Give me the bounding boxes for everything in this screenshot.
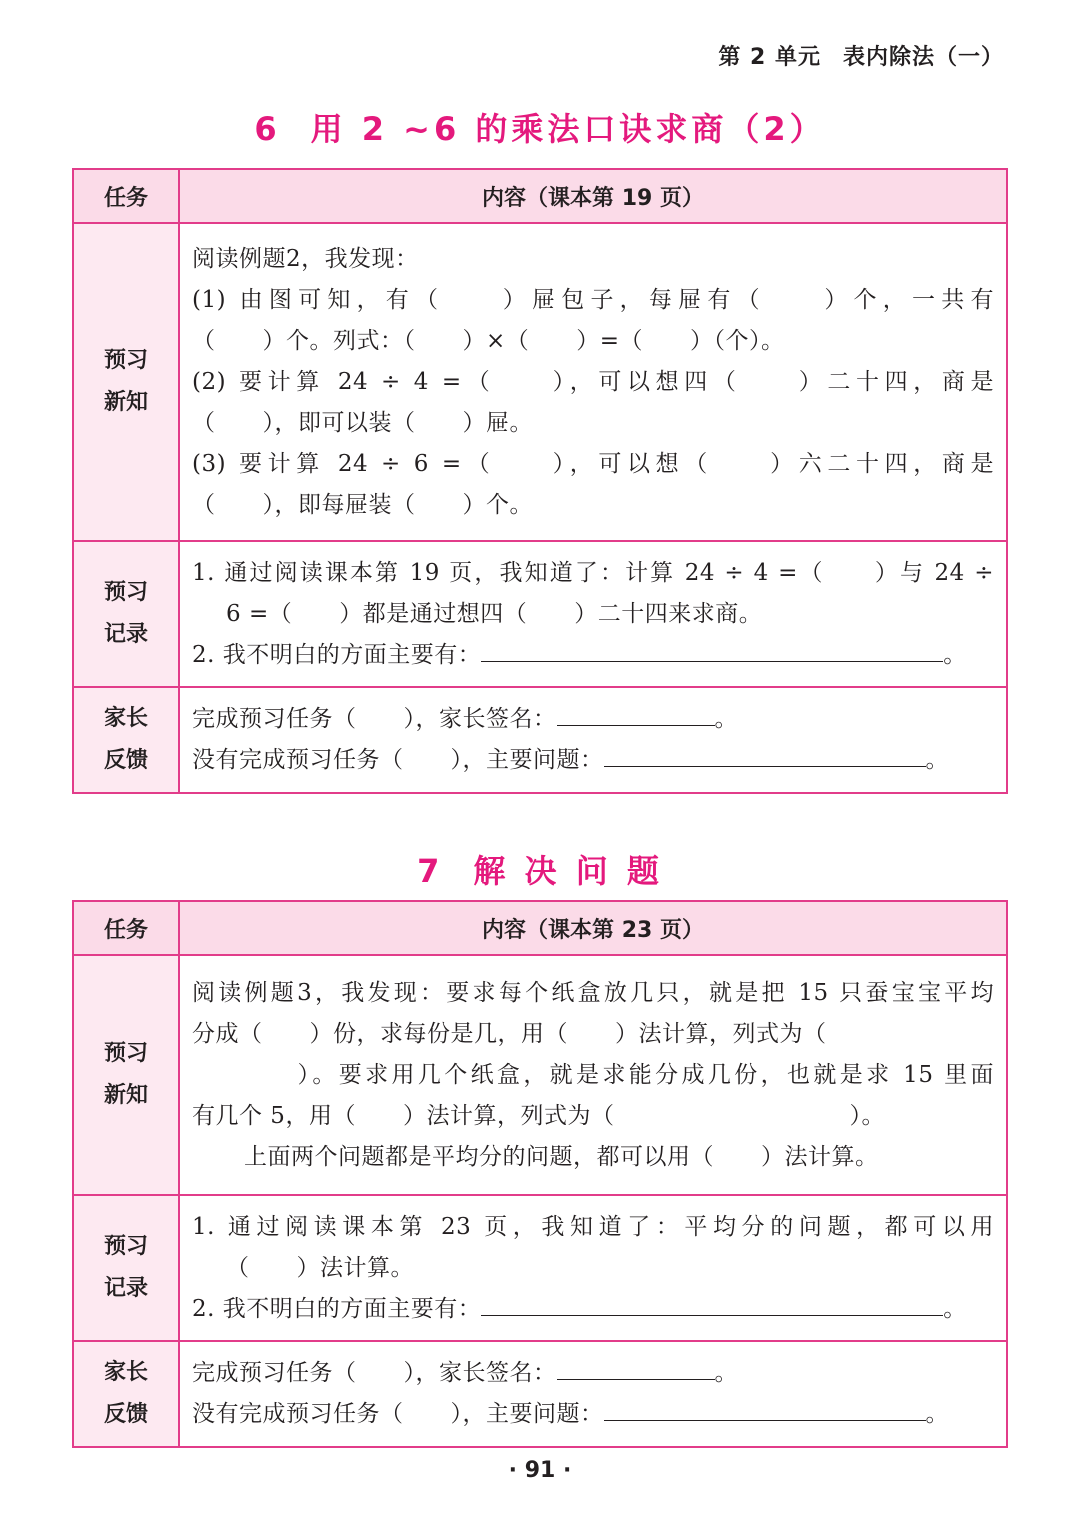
question-text: 2. 我不明白的方面主要有：	[192, 641, 482, 668]
col-task-header: 任务	[73, 169, 179, 223]
row-label-line: 反馈	[103, 1402, 148, 1427]
section-7-number: 7	[417, 852, 444, 890]
content-line: (3) 要计算 24 ÷ 6 =（ ），可以想（ ）六二十四，商是	[192, 450, 994, 477]
col-content-header: 内容（课本第 19 页）	[179, 169, 1007, 223]
question-text: 2. 我不明白的方面主要有：	[192, 1295, 482, 1322]
section-7-title-text: 解 决 问 题	[473, 852, 663, 890]
table-header-row	[73, 901, 1007, 955]
period: 。	[943, 1295, 967, 1322]
signature-blank[interactable]	[557, 1353, 715, 1380]
period: 。	[943, 641, 967, 668]
page-number: · 91 ·	[508, 1458, 572, 1483]
preview-new-knowledge-row	[73, 955, 1007, 1195]
content-line: （ ）法计算。	[226, 1254, 414, 1281]
content-line	[192, 699, 994, 740]
col-content-header: 内容（课本第 23 页）	[179, 901, 1007, 955]
row-content	[179, 687, 1007, 793]
signature-blank[interactable]	[557, 699, 715, 726]
row-label-line: 预习	[103, 1234, 148, 1259]
row-label-line: 反馈	[103, 748, 148, 773]
content-line	[192, 1353, 994, 1394]
problem-blank[interactable]	[604, 1394, 926, 1421]
col-task-header: 任务	[73, 901, 179, 955]
content-line: (2) 要计算 24 ÷ 4 =（ ），可以想四（ ）二十四，商是	[192, 368, 994, 395]
row-content	[179, 1195, 1007, 1341]
feedback-text: 完成预习任务（ ），家长签名：	[192, 706, 557, 732]
content-line: 阅读例题3，我发现：要求每个纸盒放几只，就是把 15 只蚕宝宝平均	[192, 979, 994, 1006]
row-label-line: 预习	[103, 1041, 148, 1066]
feedback-text: 没有完成预习任务（ ），主要问题：	[192, 747, 604, 773]
section-7-title	[0, 846, 1080, 892]
content-line	[192, 1394, 994, 1435]
chapter-label: 表内除法（一）	[842, 45, 1004, 70]
content-line: 上面两个问题都是平均分的问题，都可以用（ ）法计算。	[244, 1143, 879, 1170]
preview-new-knowledge-row	[73, 223, 1007, 541]
answer-blank[interactable]	[481, 635, 943, 662]
content-line: （ ），即可以装（ ）屉。	[192, 409, 533, 436]
period: 。	[714, 706, 738, 732]
content-line: 6 =（ ）都是通过想四（ ）二十四来求商。	[226, 600, 763, 627]
content-line	[192, 635, 994, 676]
unit-label: 第 2 单元	[718, 45, 821, 70]
row-label	[73, 955, 179, 1195]
period: 。	[925, 747, 949, 773]
content-line: （ ）个。列式：（ ）×（ ）=（ ）（个）。	[192, 327, 785, 354]
problem-blank[interactable]	[604, 740, 926, 767]
row-label	[73, 1341, 179, 1447]
table-header-row	[73, 169, 1007, 223]
row-content	[179, 223, 1007, 541]
row-label-line: 新知	[103, 1083, 148, 1108]
feedback-text: 完成预习任务（ ），家长签名：	[192, 1360, 557, 1386]
row-label-line: 家长	[103, 1360, 148, 1385]
parent-feedback-row	[73, 687, 1007, 793]
content-line: (1) 由图可知，有（ ）屉包子，每屉有（ ）个，一共有	[192, 286, 994, 313]
row-label-line: 记录	[103, 1276, 148, 1301]
row-content	[179, 541, 1007, 687]
row-label-line: 新知	[103, 390, 148, 415]
section-6-title-text: 用 2 ~6 的乘法口诀求商（2）	[310, 110, 826, 148]
section-7-table	[72, 900, 1008, 1448]
row-content	[179, 955, 1007, 1195]
parent-feedback-row	[73, 1341, 1007, 1447]
content-line: 有几个 5，用（ ）法计算，列式为（ ）。	[192, 1102, 885, 1129]
content-line	[192, 1289, 994, 1330]
row-label	[73, 541, 179, 687]
content-line: ）。要求用几个纸盒，就是求能分成几份，也就是求 15 里面	[192, 1061, 994, 1088]
period: 。	[925, 1401, 949, 1427]
period: 。	[714, 1360, 738, 1386]
content-line: 阅读例题2，我发现：	[192, 245, 419, 272]
section-6-number: 6	[254, 110, 281, 148]
row-label-line: 预习	[103, 580, 148, 605]
row-label	[73, 1195, 179, 1341]
content-line	[192, 740, 994, 781]
content-line: 分成（ ）份，求每份是几，用（ ）法计算，列式为（	[192, 1020, 827, 1047]
row-label	[73, 687, 179, 793]
content-line: 1. 通过阅读课本第 23 页，我知道了：平均分的问题，都可以用	[192, 1213, 994, 1240]
section-6-table	[72, 168, 1008, 794]
content-line: 1. 通过阅读课本第 19 页，我知道了：计算 24 ÷ 4 =（ ）与 24 ÷	[192, 559, 994, 586]
feedback-text: 没有完成预习任务（ ），主要问题：	[192, 1401, 604, 1427]
row-label	[73, 223, 179, 541]
content-line: （ ），即每屉装（ ）个。	[192, 491, 533, 518]
preview-record-row	[73, 541, 1007, 687]
row-label-line: 预习	[103, 348, 148, 373]
preview-record-row	[73, 1195, 1007, 1341]
row-content	[179, 1341, 1007, 1447]
row-label-line: 家长	[103, 706, 148, 731]
row-label-line: 记录	[103, 622, 148, 647]
unit-header	[718, 40, 1004, 71]
section-6-title	[0, 104, 1080, 150]
answer-blank[interactable]	[481, 1289, 943, 1316]
